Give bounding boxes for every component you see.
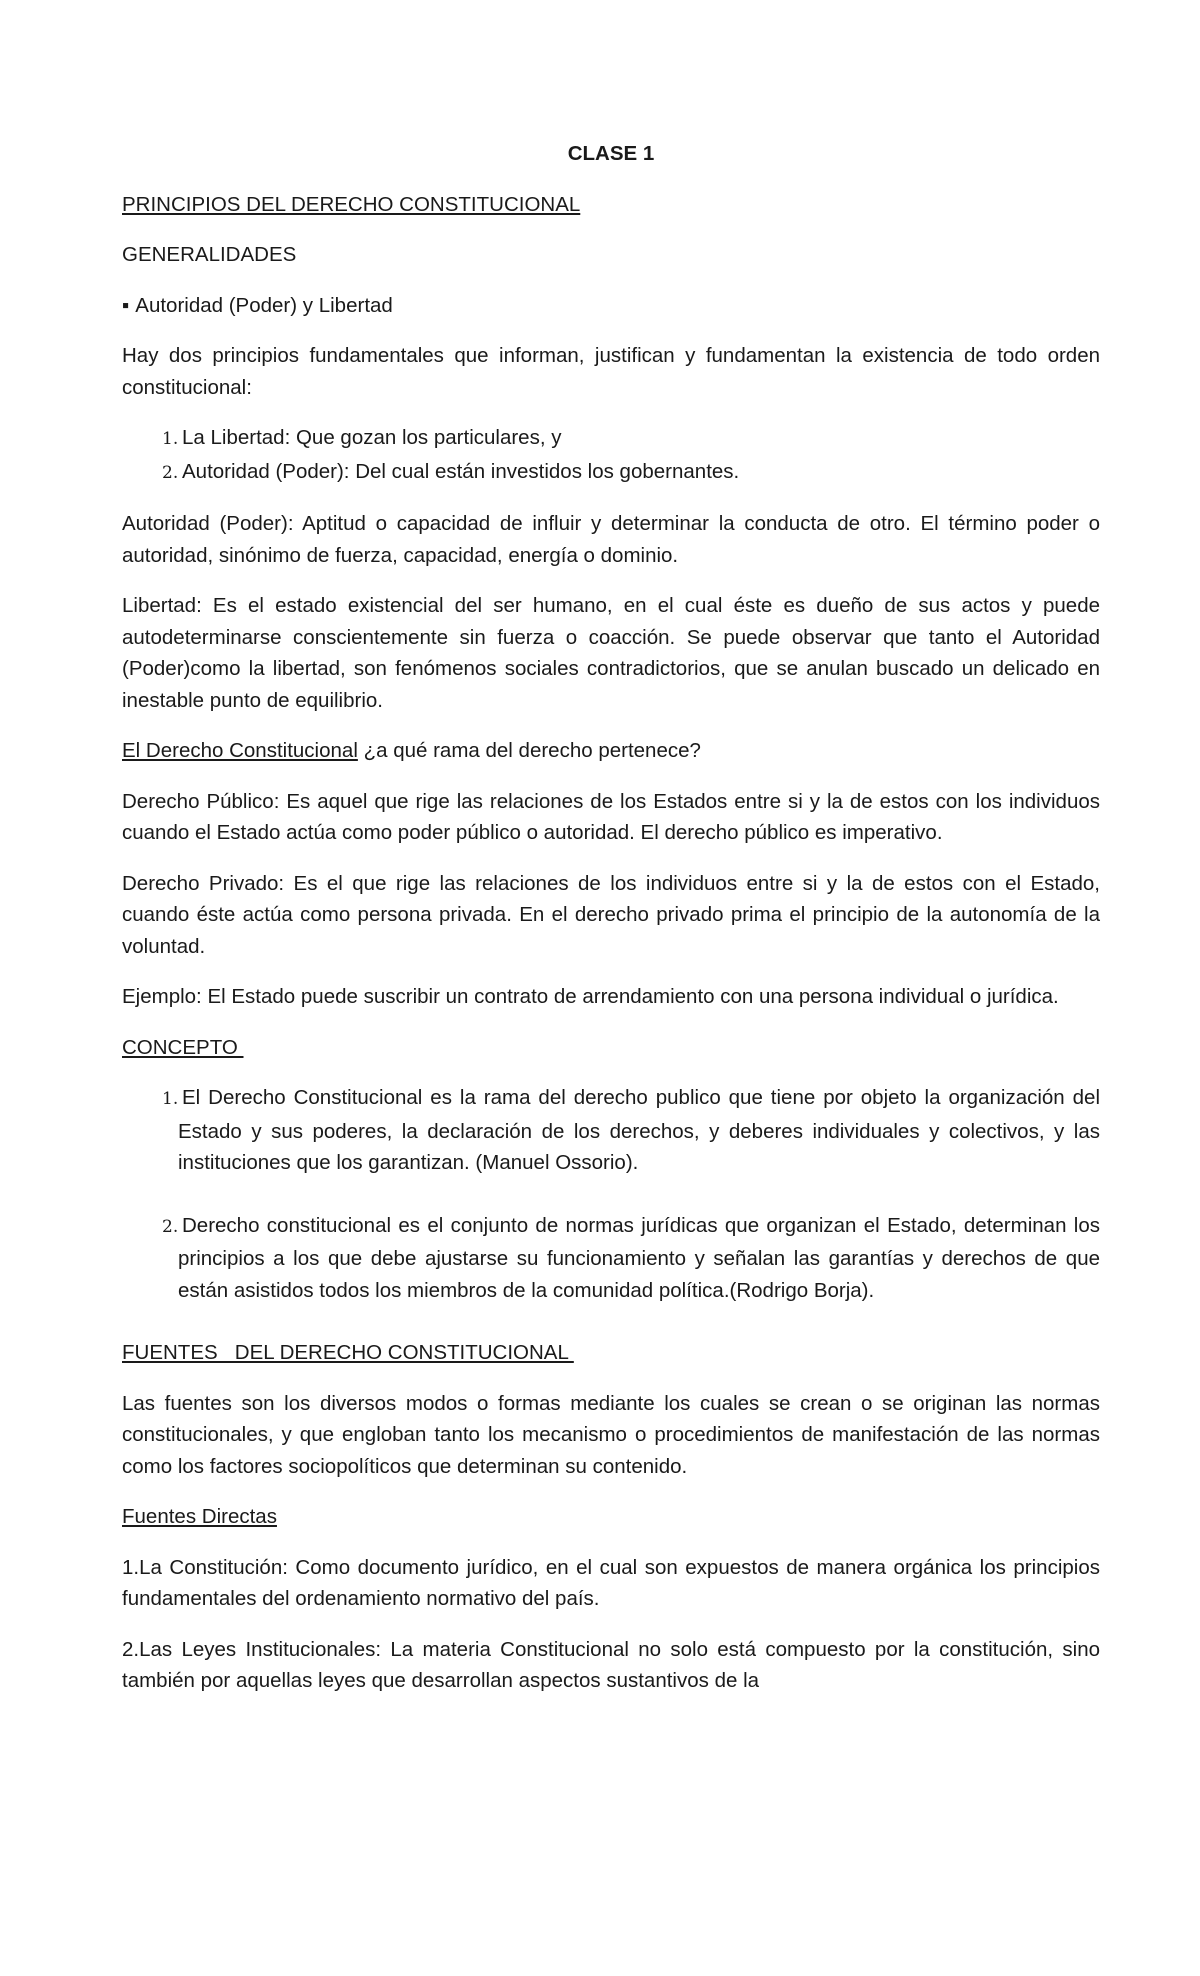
question-rest: ¿a qué rama del derecho pertenece?	[357, 739, 701, 762]
derecho-publico-paragraph: Derecho Público: Es aquel que rige las relaciones de los Estados entre si y la de estos con los individuos cuando el Estado actúa como poder público o autoridad. El derecho público es imperativo.	[122, 789, 1100, 844]
list-text: Derecho constitucional es el conjunto de normas jurídicas que organizan el Estado, determinan los principios a los que debe ajustarse su funcionamiento y señalan las garantías y derechos de que están asistidos todos los miembros de la comunidad política.(Rodrigo Borja).	[178, 1213, 1100, 1302]
list-item	[122, 422, 1100, 456]
list-number: 1.	[162, 429, 179, 449]
list-text: Autoridad (Poder): Del cual están investidos los gobernantes.	[182, 459, 740, 483]
fuente-leyes-paragraph: 2.Las Leyes Institucionales: La materia Constitucional no solo está compuesto por la constitución, sino también por aquellas leyes que desarrollan aspectos sustantivos de la	[122, 1637, 1100, 1692]
intro-paragraph: Hay dos principios fundamentales que informan, justifican y fundamentan la existencia de todo orden constitucional:	[122, 344, 1100, 399]
list-number: 1.	[162, 1089, 179, 1109]
list-text: La Libertad: Que gozan los particulares, y	[182, 426, 562, 449]
subheading-generalidades: GENERALIDADES	[122, 243, 297, 266]
bullet-text: Autoridad (Poder) y Libertad	[135, 293, 393, 317]
fuentes-heading: FUENTES DEL DERECHO CONSTITUCIONAL	[122, 1341, 574, 1364]
list-item	[122, 1210, 1100, 1307]
list-item	[122, 456, 1100, 490]
autoridad-definition: Autoridad (Poder): Aptitud o capacidad de influir y determinar la conducta de otro. El término poder o autoridad, sinónimo de fuerza, capacidad, energía o dominio.	[122, 512, 1100, 567]
derecho-privado-paragraph: Derecho Privado: Es el que rige las relaciones de los individuos entre si y la de estos con el Estado, cuando éste actúa como persona privada. En el derecho privado prima el principio de la autonomía de la voluntad.	[122, 871, 1100, 958]
list-item	[122, 1082, 1100, 1179]
document-page	[122, 138, 1100, 1716]
ejemplo-paragraph: Ejemplo: El Estado puede suscribir un contrato de arrendamiento con una persona individual o jurídica.	[122, 985, 1059, 1008]
list-text: El Derecho Constitucional es la rama del derecho publico que tiene por objeto la organización del Estado y sus poderes, la declaración de los derechos, y deberes individuales y colectivos, y las instituciones que los garantizan. (Manuel Ossorio).	[178, 1086, 1100, 1174]
fuentes-intro-paragraph: Las fuentes son los diversos modos o formas mediante los cuales se crean o se originan las normas constitucionales, y que engloban tanto los mecanismo o procedimientos de manifestación de las normas como los factores sociopolíticos que determinan su contenido.	[122, 1391, 1100, 1478]
principles-list	[122, 422, 1100, 489]
fuentes-directas-heading: Fuentes Directas	[122, 1505, 277, 1528]
square-bullet-icon: ▪	[122, 293, 130, 317]
bullet-item	[122, 290, 1100, 322]
page-title: CLASE 1	[567, 142, 655, 165]
question-underlined: El Derecho Constitucional	[122, 739, 358, 762]
libertad-definition: Libertad: Es el estado existencial del ser humano, en el cual éste es dueño de sus actos y puede autodeterminarse conscientemente sin fuerza o coacción. Se puede observar que tanto el Autoridad (Poder)como la libertad, son fenómenos sociales contradictorios, que se anulan buscado un delicado en inestable punto de equilibrio.	[122, 594, 1100, 712]
section-heading-principios: PRINCIPIOS DEL DERECHO CONSTITUCIONAL	[122, 192, 581, 216]
concepto-heading: CONCEPTO	[122, 1035, 244, 1059]
fuente-constitucion-paragraph: 1.La Constitución: Como documento jurídico, en el cual son expuestos de manera orgánica los principios fundamentales del ordenamiento normativo del país.	[122, 1555, 1100, 1610]
list-number: 2.	[162, 1216, 179, 1237]
concepto-list	[122, 1082, 1100, 1306]
question-paragraph	[122, 735, 1100, 767]
list-number: 2.	[162, 462, 179, 483]
